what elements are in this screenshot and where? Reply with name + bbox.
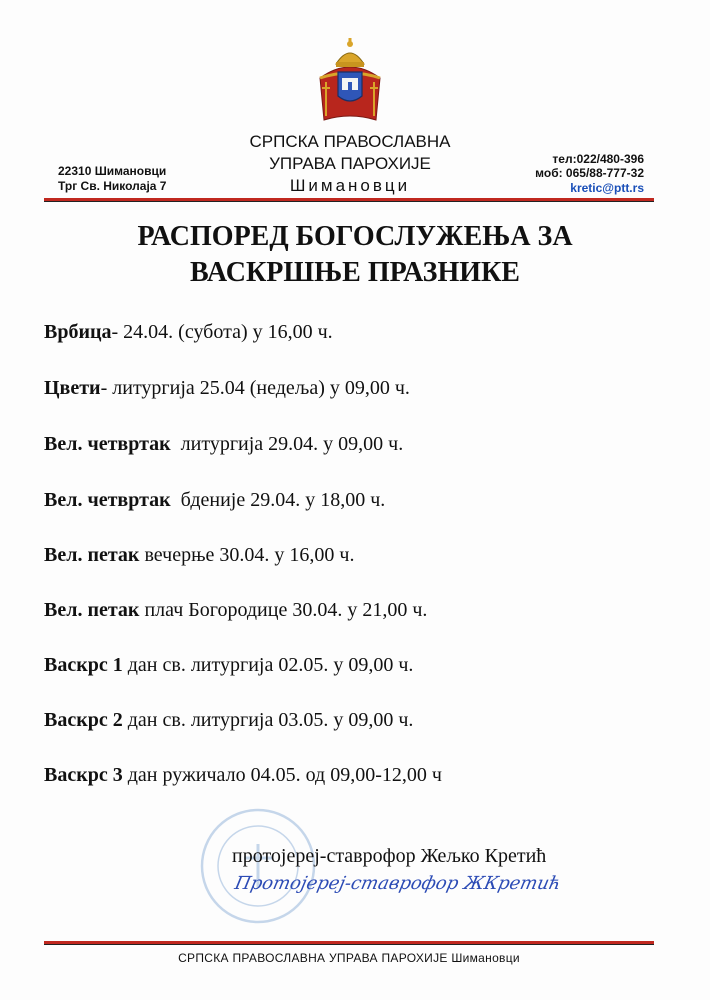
mobile-number: моб: 065/88-777-32 <box>535 166 644 180</box>
footer-divider <box>44 941 654 945</box>
entry-text: дан ружичало 04.05. од 09,00-12,00 ч <box>122 764 442 786</box>
entry-label: Вел. четвртак <box>44 489 171 511</box>
org-name-line2: УПРАВА ПАРОХИЈЕ <box>269 154 431 173</box>
entry-text: литургија 29.04. у 09,00 ч. <box>170 433 404 455</box>
entry-text: дан св. литургија 03.05. у 09,00 ч. <box>122 709 414 731</box>
schedule-entry <box>44 487 385 513</box>
entry-label: Васкрс 3 <box>44 764 123 786</box>
schedule-entry <box>44 542 354 568</box>
address-line2: Трг Св. Николаја 7 <box>58 179 167 193</box>
handwritten-signature: Протојереј-ставрофор ЖКретић <box>232 873 563 894</box>
entry-text: - литургија 25.04 (недеља) у 09,00 ч. <box>100 377 410 399</box>
entry-label: Врбица <box>44 321 112 343</box>
schedule-entry <box>44 375 410 401</box>
entry-text: вечерње 30.04. у 16,00 ч. <box>139 544 355 566</box>
signer-name: протојереј-ставрофор Жељко Кретић <box>232 845 547 867</box>
entry-label: Васкрс 2 <box>44 709 123 731</box>
document-title-line2: ВАСКРШЊЕ ПРАЗНИКЕ <box>190 257 520 288</box>
entry-text: бденије 29.04. у 18,00 ч. <box>170 489 386 511</box>
phone-number: тел:022/480-396 <box>552 152 644 166</box>
footer-text: СРПСКА ПРАВОСЛАВНА УПРАВА ПАРОХИЈЕ Шимановци <box>178 951 520 965</box>
org-name-line1: СРПСКА ПРАВОСЛАВНА <box>249 132 451 151</box>
entry-label: Вел. петак <box>44 544 140 566</box>
entry-label: Вел. четвртак <box>44 433 171 455</box>
document-title-line1: РАСПОРЕД БОГОСЛУЖЕЊА ЗА <box>137 221 573 252</box>
entry-text: дан св. литургија 02.05. у 09,00 ч. <box>122 654 414 676</box>
schedule-entry <box>44 652 413 678</box>
schedule-entry <box>44 762 442 788</box>
church-crest-icon <box>312 38 388 124</box>
entry-label: Цвети <box>44 377 101 399</box>
email-link[interactable]: kretic@ptt.rs <box>570 181 644 195</box>
schedule-entry <box>44 319 333 345</box>
schedule-entry <box>44 431 403 457</box>
entry-label: Вел. петак <box>44 599 140 621</box>
header-divider <box>44 198 654 202</box>
org-name-line3: Шимановци <box>289 176 411 195</box>
entry-text: - 24.04. (субота) у 16,00 ч. <box>111 321 333 343</box>
schedule-entry <box>44 707 413 733</box>
schedule-entry <box>44 597 427 623</box>
entry-label: Васкрс 1 <box>44 654 123 676</box>
entry-text: плач Богородице 30.04. у 21,00 ч. <box>139 599 428 621</box>
address-line1: 22310 Шимановци <box>58 164 167 178</box>
